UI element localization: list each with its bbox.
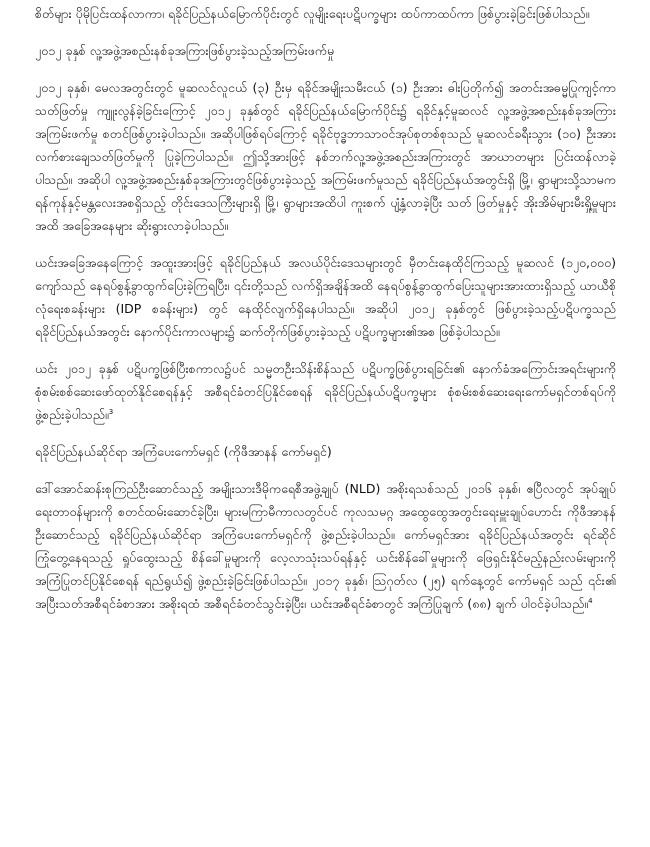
intro-paragraph <box>35 2 616 25</box>
paragraph-investigation-commission <box>35 357 616 426</box>
paragraph-advisory-commission <box>35 477 616 615</box>
advisory-commission-text: ဒေါ်အောင်ဆန်းစုကြည်ဦးဆောင်သည့် အမျိုးသားဒီမိုကရေစီအဖွဲ့ချုပ် (NLD) အစိုးရသစ်သည် ၂၀၁၆ ခုနှစ်၊ ဧပြီလတွင် အုပ်ချုပ်ရေးတာဝန်များကို စတင်ထမ်းဆောင်ခဲ့ပြီး၊ များမကြာမီကာလတွင်ပင် ကုလသမဂ္ဂ အထွေထွေအတွင်းရေးမှူးချုပ်ဟောင်း ကိုဖီအာနန်ဦးဆောင်သည့် ရခိုင်ပြည်နယ်ဆိုင်ရာ အကြံပေးကော်မရှင်ကို ဖွဲ့စည်းခဲ့ပါသည်။ ကော်မရှင်အား ရခိုင်ပြည်နယ်အတွင်း ရင်ဆိုင်ကြုံတွေ့နေရသည့် ရှုပ်ထွေးသည့် စိန်ခေါ်မှုများကို လေ့လာသုံးသပ်ရန်နှင့် ယင်းစိန်ခေါ်မှုများကို ဖြေရှင်းနိုင်မည့်နည်းလမ်းများကို အကြံပြုတင်ပြနိုင်စေရန် ရည်ရွယ်၍ ဖွဲ့စည်းခဲ့ခြင်းဖြစ်ပါသည်။ ၂၀၁၇ ခုနှစ်၊ ဩဂုတ်လ (၂၅) ရက်နေ့တွင် ကော်မရှင် သည် ၎င်း၏ အပြီးသတ်အစီရင်ခံစာအား အစိုးရထံ အစီရင်ခံတင်သွင်းခဲ့ပြီး၊ ယင်းအစီရင်ခံစာတွင် အကြံပြုချက် (၈၈) ချက် ပါဝင်ခဲ့ပါသည်။ <box>35 481 616 611</box>
footnote-ref-3[interactable]: 3 <box>108 407 114 416</box>
section-heading-2012-violence: ၂၀၁၂ ခုနှစ် လူ့အဖွဲ့အစည်းနစ်ခုအကြားဖြစ်ပွားခဲ့သည့်အကြမ်းဖက်မှု <box>35 43 335 58</box>
paragraph-displacement: ယင်းအခြေအနေကြောင့် အထူးအားဖြင့် ရခိုင်ပြည်နယ် အလယ်ပိုင်းဒေသများတွင် မှီတင်းနေထိုင်ကြသည့် မူဆလင် (၁၂၀,၀၀၀) ကျော်သည် နေရပ်စွန့်ခွာထွက်ပြေးခဲ့ကြရပြီး၊ ၎င်းတို့သည် လက်ရှိအချိန်အထိ နေရပ်စွန့်ခွာထွက်ပြေးသူများအားထားရှိသည့် ယာယီစိုလုံရေးစခန်းများ (IDP စခန်းများ) တွင် နေထိုင်လျက်ရှိနေပါသည်။ အဆိုပါ ၂၀၁၂ ခုနှစ်တွင် ဖြစ်ပွားခဲ့သည့်ပဋိပက္ခသည် ရခိုင်ပြည်နယ်အတွင်း နောက်ပိုင်းကာလများ၌ ဆက်တိုက်ဖြစ်ပွားခဲ့သည့် ပဋိပက္ခများ၏အစ ဖြစ်ခဲ့ပါသည်။ <box>35 255 616 339</box>
investigation-commission-text: ယင်း ၂၀၁၂ ခုနှစ် ပဋိပက္ခဖြစ်ပြီးစကာလ၌ပင် သမ္မတဦးသိန်းစိန်သည် ပဋိပက္ခဖြစ်ပွားရခြင်း၏ နောက်ခံအကြောင်းအရင်းများကို စုံစမ်းစစ်ဆေးဖော်ထုတ်နိုင်စေရန်နှင့် အစီရင်ခံတင်ပြနိုင်စေရန် ရခိုင်ပြည်နယ်ပဋိပက္ခများ စုံစမ်းစစ်ဆေးရေးကော်မရှင်တစ်ရပ်ကို ဖွဲ့စည်းခဲ့ပါသည်။ <box>35 361 616 422</box>
footnote-ref-4[interactable]: 4 <box>588 596 593 605</box>
section-heading-advisory-commission: ရခိုင်ပြည်နယ်ဆိုင်ရာ အကြံပေးကော်မရှင် (ကိုဖီအာနန် ကော်မရှင်) <box>35 444 332 459</box>
paragraph-2012-violence: ၂၀၁၂ ခုနှစ်၊ မေလအတွင်းတွင် မူဆလင်လူငယ် (၃) ဦးမှ ရခိုင်အမျိုးသမီးငယ် (၁) ဦးအား ဓါးပြတိုက်၍ အတင်းအဓမ္မပြုကျင့်ကာ သတ်ဖြတ်မှု ကျူးလွန်ခဲ့ခြင်းကြောင့် ၂၀၁၂ ခုနှစ်တွင် ရခိုင်ပြည်နယ်မြောက်ပိုင်း၌ ရခိုင်နှင့်မူဆလင် လူ့အဖွဲ့အစည်းနစ်ခုအကြား အကြမ်းဖက်မှု စတင်ဖြစ်ပွားခဲ့ပါသည်။ အဆိုပါဖြစ်ရပ်ကြောင့် ရခိုင်ဗုဒ္ဓဘာသာဝင်အုပ်စုတစ်စုသည် မူဆလင်ခရီးသွား (၁၀) ဦးအား လက်စားချေသတ်ဖြတ်မှုကို ပြုခဲ့ကြပါသည်။ ဤသို့အားဖြင့် နစ်ဘက်လူ့အဖွဲ့အစည်းအကြားတွင် အာဃာတများ ပြင်းထန်လာခဲ့ပါသည်။ အဆိုပါ လူ့အဖွဲ့အစည်းနှစ်ခုအကြားတွင်ဖြစ်ပွားခဲ့သည့် အကြမ်းဖက်မှုသည် ရခိုင်ပြည်နယ်အတွင်းရှိ မြို့၊ ရွာများသို့သာမက ရန်ကုန်နှင့်မန္တလေးအစရှိသည့် တိုင်းဒေသကြီးများရှိ မြို့၊ ရွာများအထိပါ ကူးစက် ပျံ့နှံ့လာခဲ့ပြီး သတ် ဖြတ်မှုနှင့် အိုးအိမ်များမီးရှို့မှုများအထိ အခြေအနေများ ဆိုးရွားလာခဲ့ပါသည်။ <box>35 80 616 233</box>
intro-text: စိတ်များ ပိုမိုပြင်းထန်လာကာ၊ ရခိုင်ပြည်နယ်မြောက်ပိုင်းတွင် လူမျိုးရေးပဋိပက္ခများ ထပ်ကာထပ်ကာ ဖြစ်ပွားခဲ့ခြင်းဖြစ်ပါသည်။ <box>35 6 590 21</box>
